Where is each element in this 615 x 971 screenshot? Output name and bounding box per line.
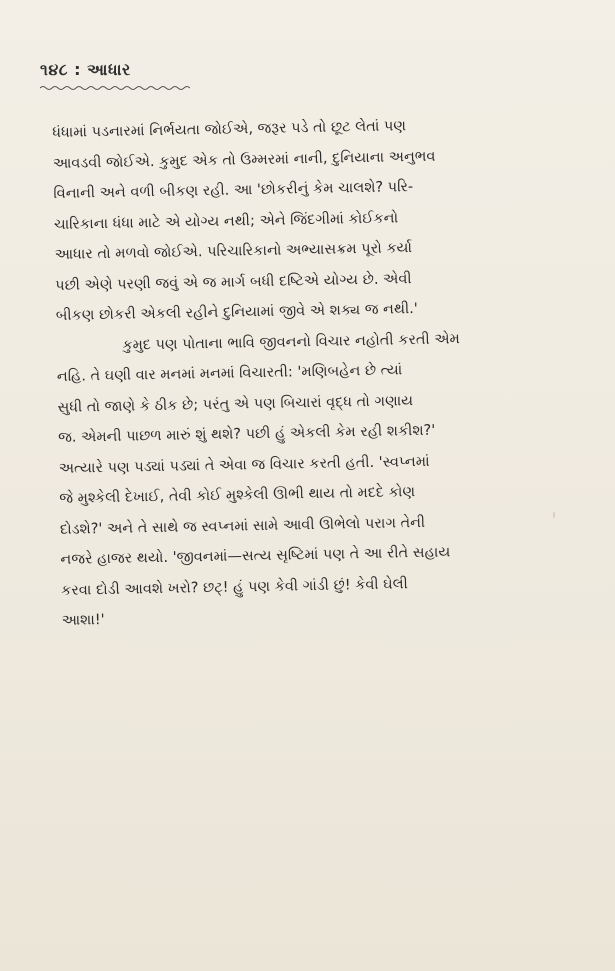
paper-speck: [553, 512, 555, 518]
header-separator: :: [74, 60, 82, 79]
running-header: [40, 60, 200, 92]
page-number: ૧૪૮: [40, 60, 69, 79]
paragraph-2: [56, 321, 582, 636]
text-line: ધંધામાં પડનારમાં નિર્ભયતા જોઈએ, જરૂર પડે તો છૂટ લેતાં પણ: [52, 118, 407, 141]
text-line: સુધી તો જાણે કે ઠીક છે; પરંતુ એ પણ બિચારાં વૃદ્ધ તો ગણાય: [57, 392, 414, 416]
text-line: જે મુશ્કેલી દેખાઈ, તેવી કોઈ મુશ્કેલી ઊભી થાય તો મદદે કોણ: [59, 484, 416, 507]
text-line: પછી એણે પરણી જવું એ જ માર્ગ બધી દષ્ટિએ યોગ્ય છે. એવી: [55, 270, 412, 294]
text-line: દોડશે?' અને તે સાથે જ સ્વપ્નમાં સામે આવી ઊભેલો પરાગ તેની: [59, 514, 426, 538]
text-line: અત્યારે પણ પડ્યાં પડ્યાં તે એવા જ વિચાર કરતી હતી. 'સ્વપ્નમાં: [58, 453, 430, 477]
text-line: કુમુદ પણ પોતાના ભાવિ જીવનનો વિચાર નહોતી કરતી એમ: [122, 330, 460, 354]
text-line: નહિ. તે ઘણી વાર મનમાં મનમાં વિચારતી: 'મણિબહેન છે ત્યાં: [56, 362, 403, 385]
text-line: કરવા દોડી આવશે ખરો? છટ્! હું પણ કેવી ગાંડી છું! કેવી ઘેલી: [60, 575, 408, 599]
header-wavy-rule: [40, 84, 190, 92]
text-line: આશા!': [61, 612, 105, 629]
text-line: જ. એમની પાછળ મારું શું થશે? પછી હું એકલી કેમ રહી શકીશ?': [57, 422, 436, 446]
chapter-title: આધાર: [87, 60, 131, 79]
text-line: બીકણ છોકરી એકલી રહીને દુનિયામાં જીવે એ શક્ય જ નથી.': [55, 301, 418, 324]
body-text: [52, 108, 582, 636]
text-line: આધાર તો મળવો જોઈએ. પરિચારિકાનો અભ્યાસક્રમ પૂરો કર્યા: [54, 240, 413, 263]
text-line: નજરે હાજર થયો. 'જીવનમાં—સત્ય સૃષ્ટિમાં પણ તે આ રીતે સહાય: [60, 544, 451, 568]
text-line: વિનાની અને વળી બીકણ રહી. આ 'છોકરીનું કેમ ચાલશે? પરિ-: [53, 179, 414, 202]
text-line: આવડવી જોઈએ. કુમુદ એક તો ઉમ્મરમાં નાની, દુનિયાના અનુભવ: [52, 148, 436, 172]
paragraph-1: [52, 108, 576, 331]
header-text: [40, 60, 200, 80]
text-line: ચારિકાના ધંધા માટે એ યોગ્ય નથી; એને જિંદગીમાં કોઈકનો: [53, 209, 399, 233]
